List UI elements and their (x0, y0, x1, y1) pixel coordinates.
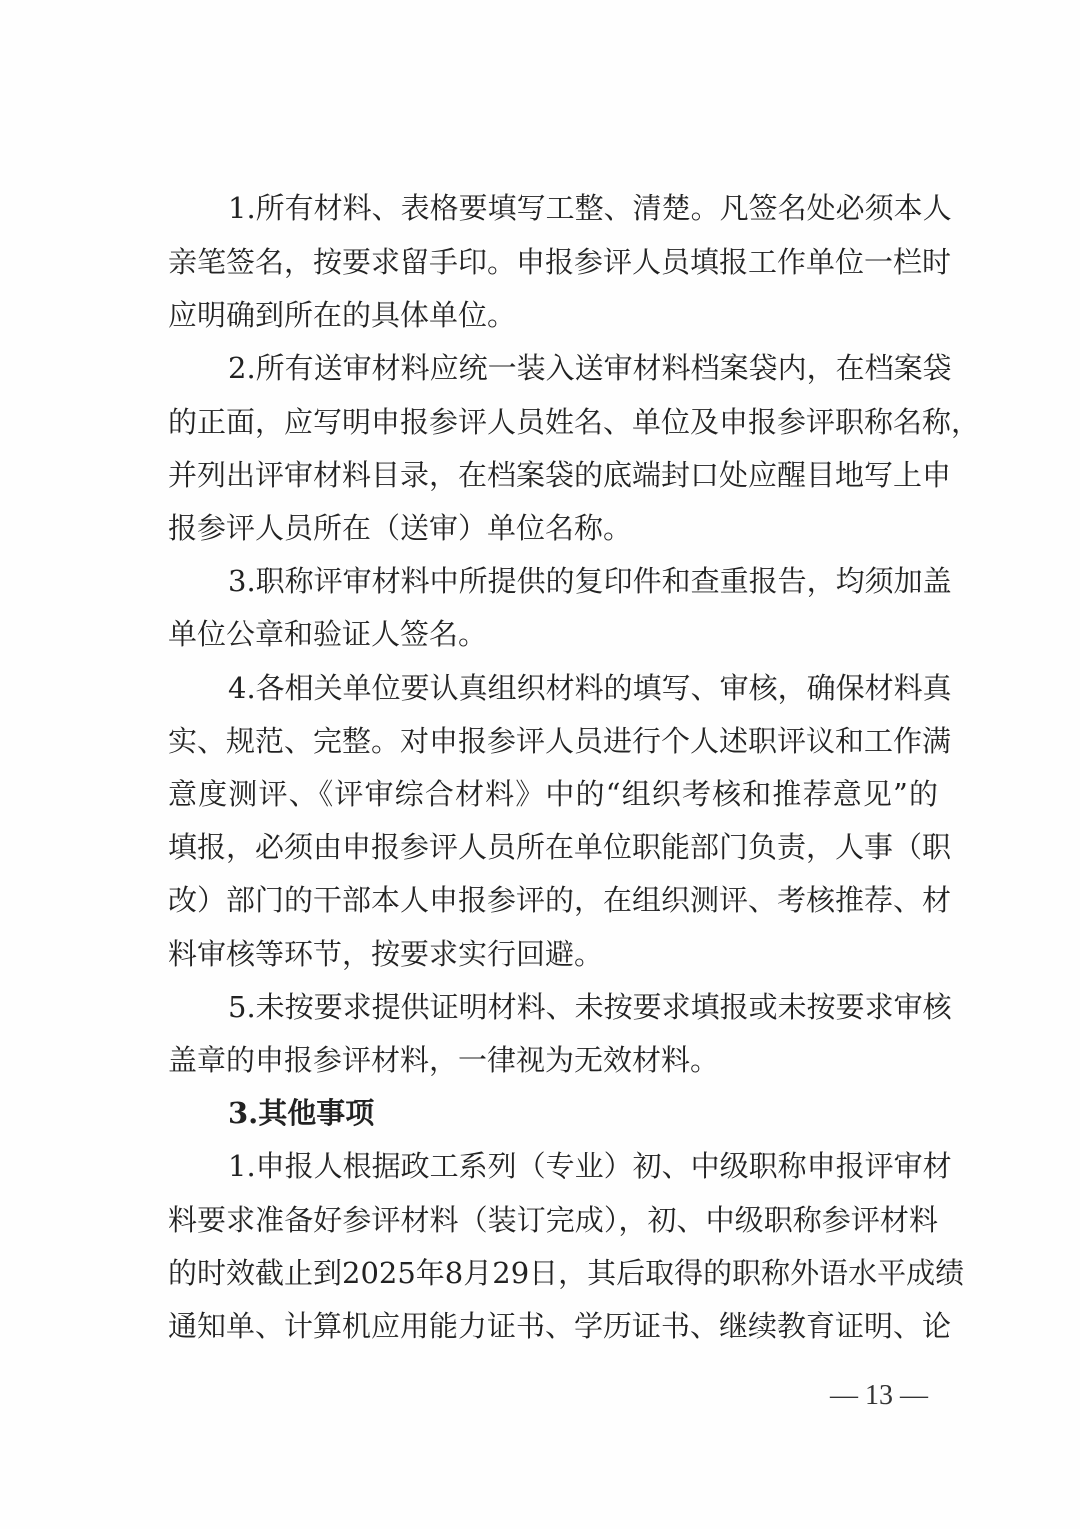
text-line: 的时效截止到2025年8月29日，其后取得的职称外语水平成绩 (168, 1256, 965, 1290)
text-line: 改）部门的干部本人申报参评的，在组织测评、考核推荐、材 (168, 883, 952, 917)
text-line: 应明确到所在的具体单位。 (168, 298, 517, 332)
text-line: 4.各相关单位要认真组织材料的填写、审核，确保材料真 (228, 671, 952, 705)
text-line: 通知单、计算机应用能力证书、学历证书、继续教育证明、论 (168, 1309, 952, 1343)
text-line: 2.所有送审材料应统一装入送审材料档案袋内，在档案袋 (228, 351, 952, 385)
text-line: 料要求准备好参评材料（装订完成），初、中级职称参评材料 (168, 1203, 938, 1237)
text-line: 1.所有材料、表格要填写工整、清楚。凡签名处必须本人 (228, 191, 952, 225)
text-line: 1.申报人根据政工系列（专业）初、中级职称申报评审材 (228, 1149, 952, 1183)
text-line: 报参评人员所在（送审）单位名称。 (168, 511, 633, 545)
text-line: 亲笔签名，按要求留手印。申报参评人员填报工作单位一栏时 (168, 245, 952, 279)
text-line: 单位公章和验证人签名。 (168, 617, 488, 651)
text-line: 并列出评审材料目录，在档案袋的底端封口处应醒目地写上申 (168, 458, 952, 492)
section-heading: 3.其他事项 (228, 1096, 375, 1130)
text-line: 料审核等环节，按要求实行回避。 (168, 937, 604, 971)
text-line: 意度测评、《评审综合材料》中的“组织考核和推荐意见”的 (168, 777, 938, 811)
page-number: — 13 — (830, 1380, 928, 1411)
text-line: 5.未按要求提供证明材料、未按要求填报或未按要求审核 (228, 990, 952, 1024)
text-line: 实、规范、完整。对申报参评人员进行个人述职评议和工作满 (168, 724, 952, 758)
text-line: 3.职称评审材料中所提供的复印件和查重报告，均须加盖 (228, 564, 952, 598)
text-line: 的正面，应写明申报参评人员姓名、单位及申报参评职称名称， (168, 405, 981, 439)
text-line: 填报，必须由申报参评人员所在单位职能部门负责，人事（职 (168, 830, 952, 864)
text-line: 盖章的申报参评材料，一律视为无效材料。 (168, 1043, 720, 1077)
